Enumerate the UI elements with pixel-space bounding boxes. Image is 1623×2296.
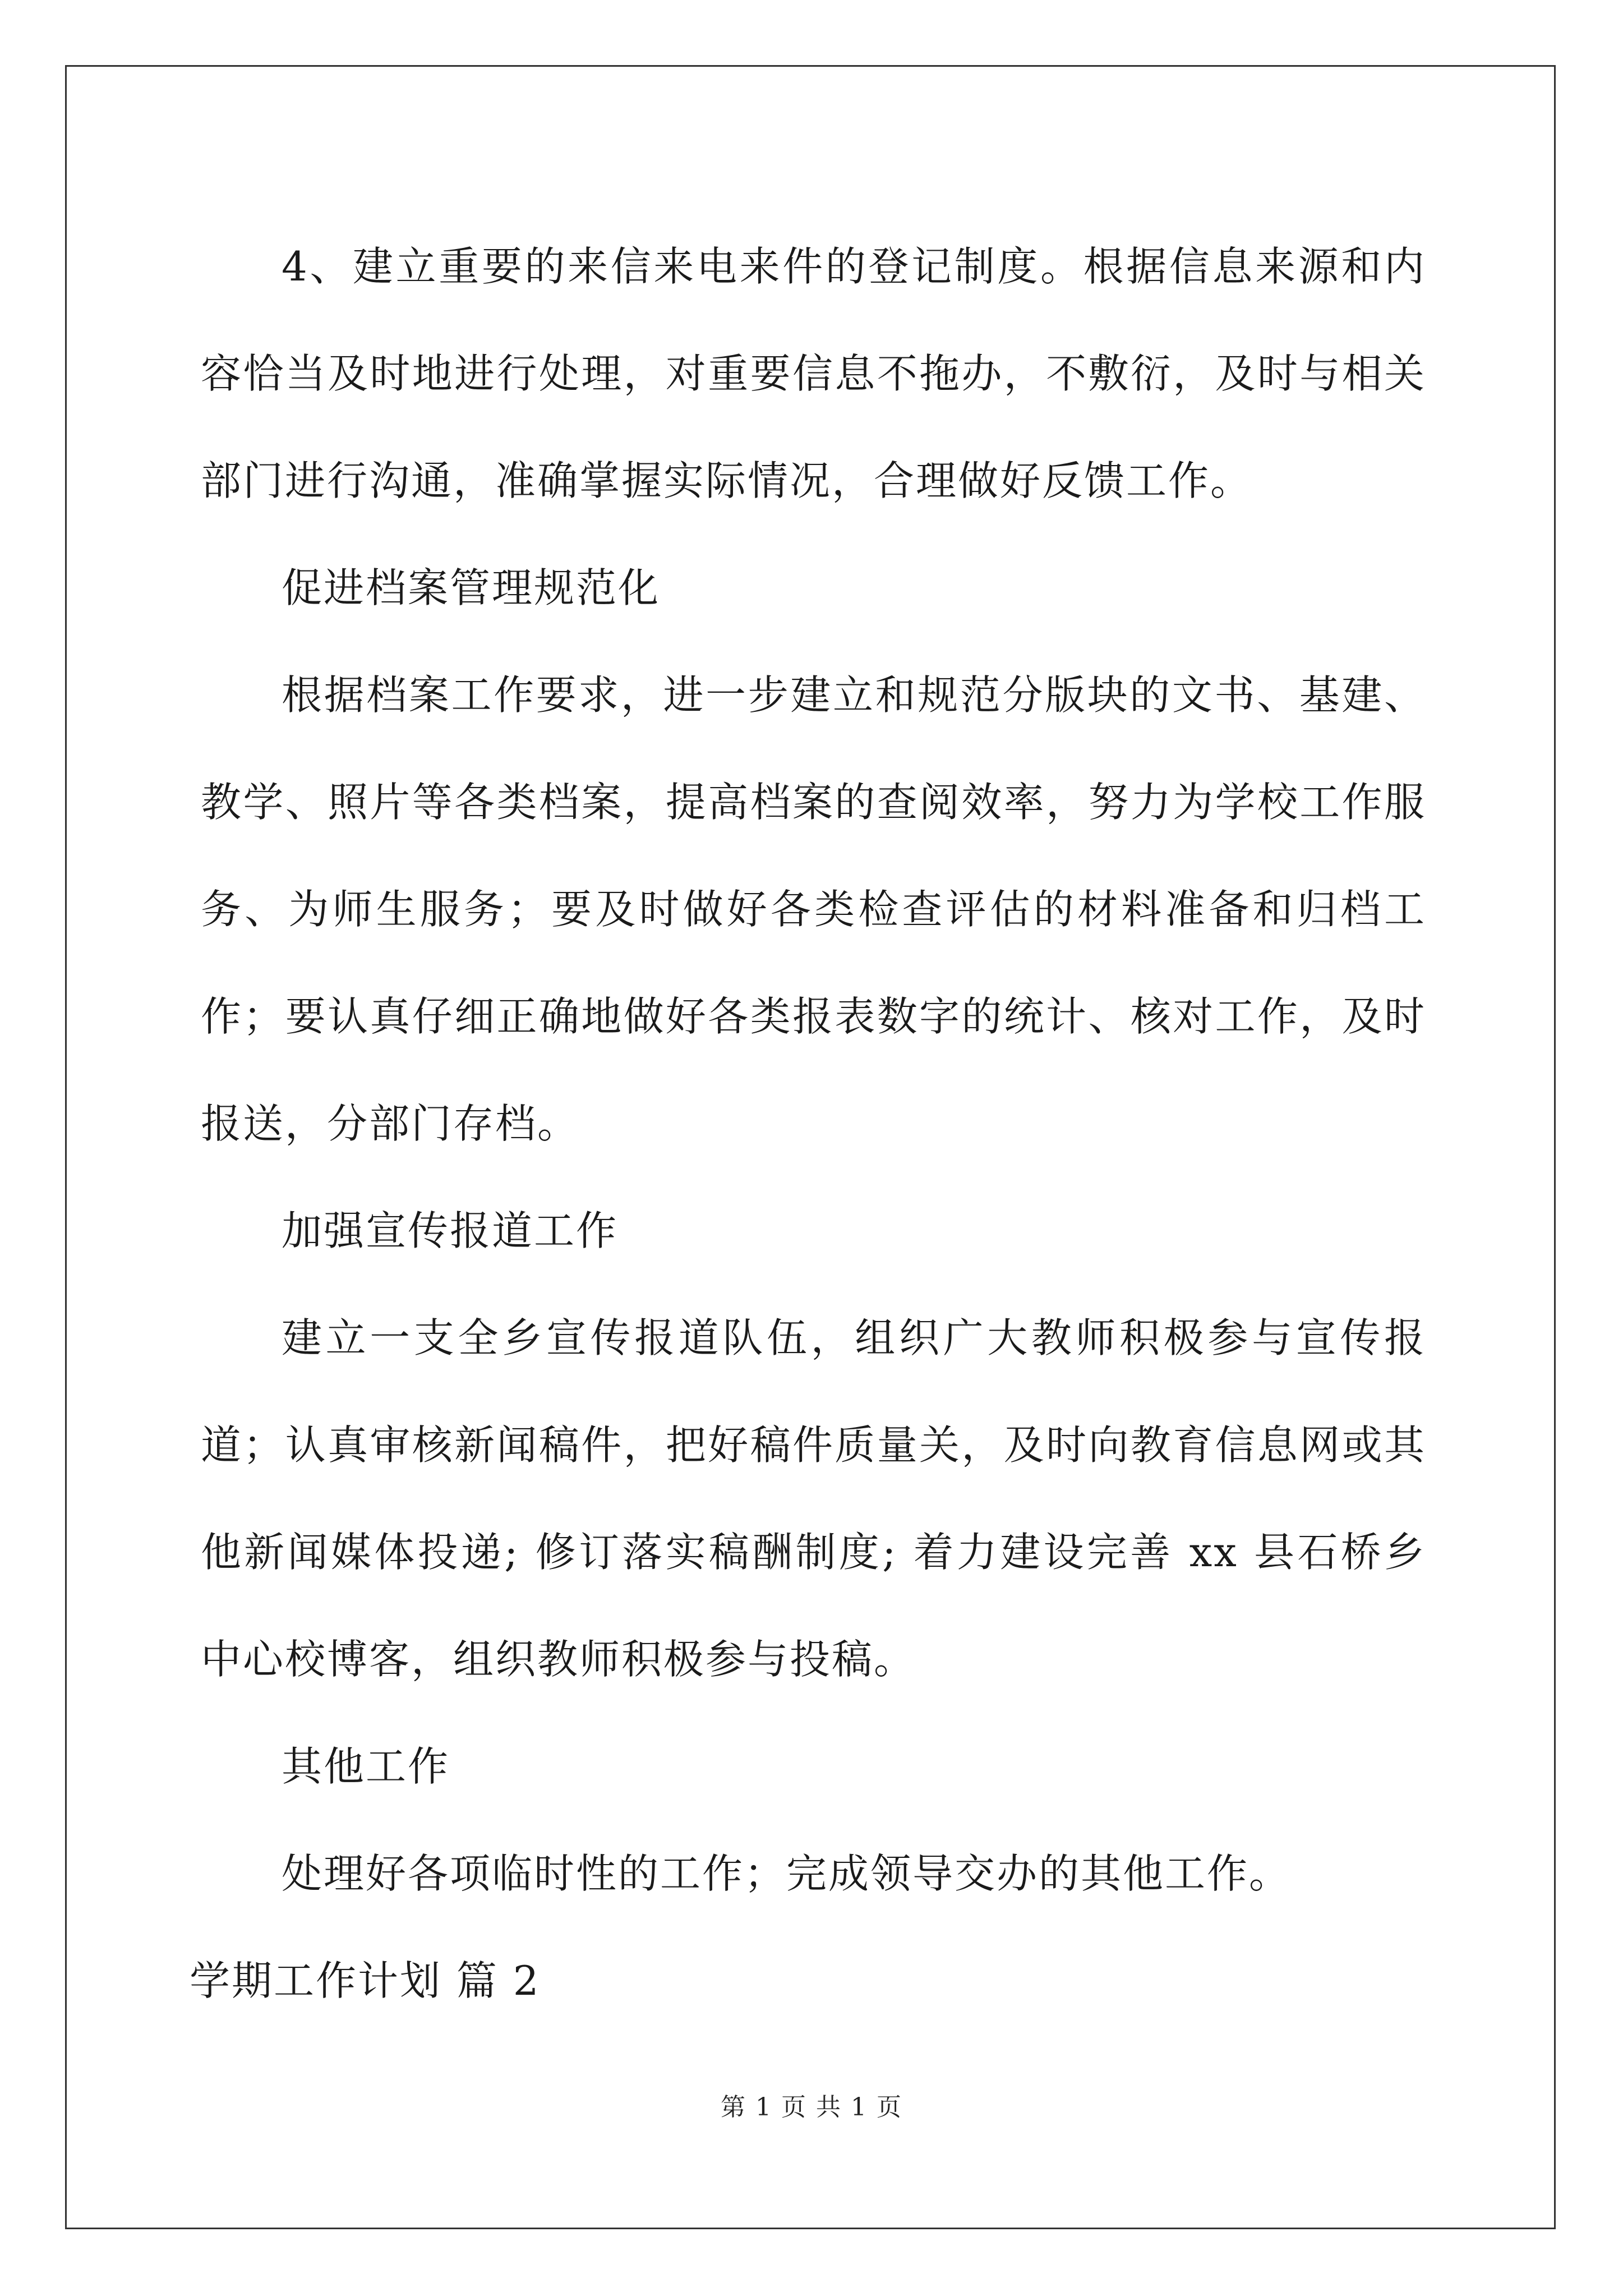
paragraph-registration-system: 4、建立重要的来信来电来件的登记制度。根据信息来源和内容恰当及时地进行处理，对重要信息不拖办，不敷衍，及时与相关部门进行沟通，准确掌握实际情况，合理做好反馈工作。 (201, 243, 1426, 504)
document-body (190, 213, 1426, 2035)
section-title-other-work: 其他工作 (282, 1743, 450, 1790)
paragraph-publicity: 建立一支全乡宣传报道队伍，组织广大教师积极参与宣传报道；认真审核新闻稿件，把好稿件质量关，及时向教育信息网或其他新闻媒体投递; 修订落实稿酬制度; 着力建设完善 xx 县石桥乡中心校博客，组织教师积极参与投稿。 (201, 1314, 1426, 1683)
section-title-archives: 促进档案管理规范化 (282, 564, 661, 611)
page-footer: 第 1 页 共 1 页 (721, 2093, 902, 2122)
section-title-publicity: 加强宣传报道工作 (282, 1207, 619, 1254)
paragraph-archives: 根据档案工作要求，进一步建立和规范分版块的文书、基建、教学、照片等各类档案，提高档案的查阅效率，努力为学校工作服务、为师生服务；要及时做好各类检查评估的材料准备和归档工作；要认真仔细正确地做好各类报表数字的统计、核对工作，及时报送，分部门存档。 (201, 671, 1426, 1147)
document-heading-part-2: 学期工作计划 篇 2 (190, 1957, 541, 2004)
paragraph-other-work: 处理好各项临时性的工作；完成领导交办的其他工作。 (282, 1850, 1292, 1897)
